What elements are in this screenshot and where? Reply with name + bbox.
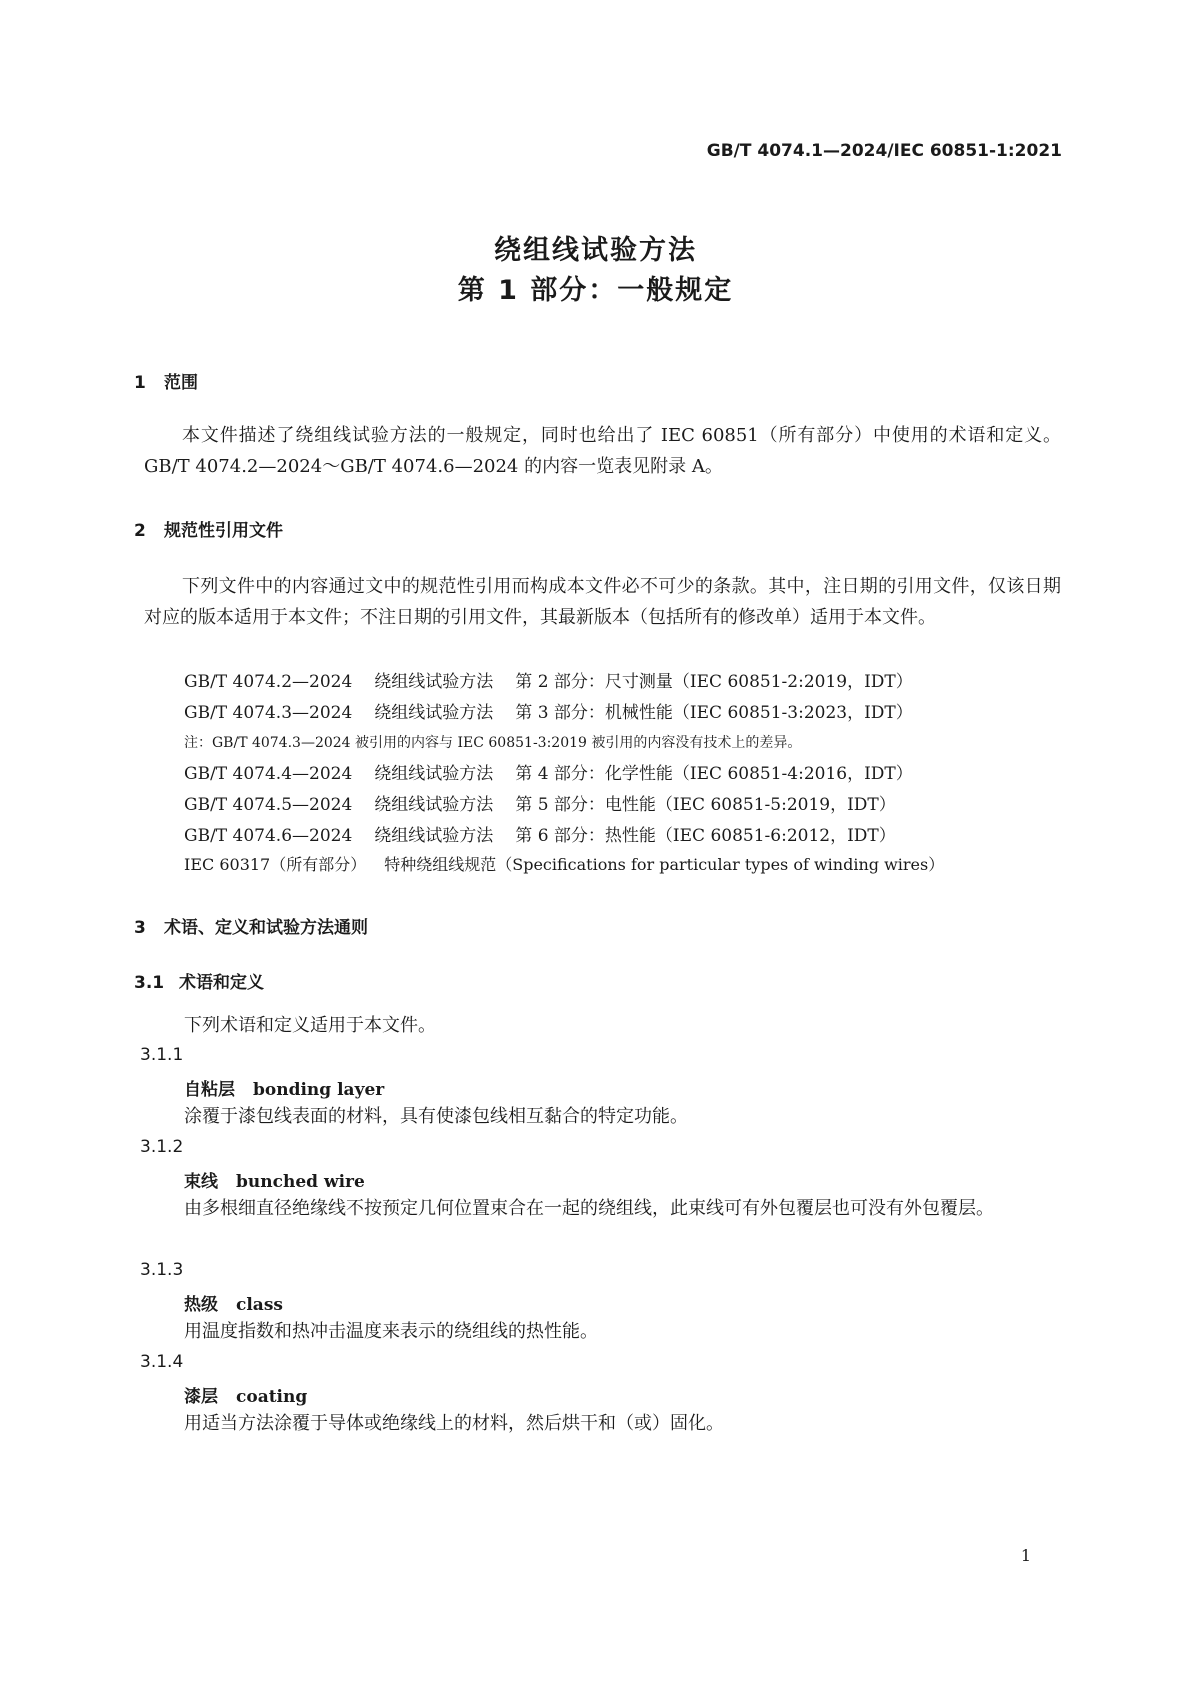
reference-item	[184, 667, 913, 692]
reference-note: 注：GB/T 4074.3—2024 被引用的内容与 IEC 60851-3:2019 被引用的内容没有技术上的差异。	[184, 735, 802, 751]
term-definition: 用适当方法涂覆于导体或绝缘线上的材料，然后烘干和（或）固化。	[184, 1413, 724, 1434]
term-definition: 涂覆于漆包线表面的材料，具有使漆包线相互黏合的特定功能。	[184, 1106, 688, 1127]
section-number: 3	[134, 918, 146, 938]
term-en: bonding layer	[253, 1080, 385, 1100]
subsection-number: 3.1	[134, 973, 165, 993]
standard-id: GB/T 4074.1—2024/IEC 60851-1:2021	[706, 141, 1062, 161]
section-title: 术语、定义和试验方法通则	[164, 918, 368, 938]
reference-title: 绕组线试验方法	[374, 764, 494, 784]
document-subtitle: 第 1 部分：一般规定	[457, 275, 734, 306]
term-number: 3.1.3	[140, 1260, 184, 1280]
term-number: 3.1.4	[140, 1352, 184, 1372]
term-definition: 由多根细直径绝缘线不按预定几何位置束合在一起的绕组线，此束线可有外包覆层也可没有外包覆层。	[184, 1198, 994, 1219]
reference-part: 第 5 部分：电性能（IEC 60851-5:2019，IDT）	[515, 795, 896, 815]
reference-code: GB/T 4074.5—2024	[184, 795, 353, 815]
subsection-3-1-heading	[134, 968, 264, 993]
term-zh: 束线	[184, 1172, 218, 1192]
term-title	[184, 1382, 307, 1407]
section-3-heading	[134, 913, 368, 938]
references-paragraph: 下列文件中的内容通过文中的规范性引用而构成本文件必不可少的条款。其中，注日期的引用文件，仅该日期对应的版本适用于本文件；不注日期的引用文件，其最新版本（包括所有的修改单）适用于本文件。	[144, 576, 1061, 628]
reference-part: 第 6 部分：热性能（IEC 60851-6:2012，IDT）	[515, 826, 896, 846]
subsection-title: 术语和定义	[179, 973, 264, 993]
scope-paragraph: 本文件描述了绕组线试验方法的一般规定，同时也给出了 IEC 60851（所有部分）中使用的术语和定义。GB/T 4074.2—2024～GB/T 4074.6—2024 的内容一览表见附录 A。	[144, 425, 1061, 477]
reference-title: 特种绕组线规范（Specifications for particular types of winding wires）	[384, 855, 945, 874]
page-number: 1	[1020, 1546, 1031, 1565]
reference-part: 第 4 部分：化学性能（IEC 60851-4:2016，IDT）	[515, 764, 913, 784]
section-number: 1	[134, 373, 146, 393]
reference-title: 绕组线试验方法	[374, 703, 494, 723]
reference-part: 第 3 部分：机械性能（IEC 60851-3:2023，IDT）	[515, 703, 913, 723]
document-title: 绕组线试验方法	[494, 235, 697, 266]
term-title	[184, 1075, 384, 1100]
section-number: 2	[134, 521, 146, 541]
term-title	[184, 1167, 365, 1192]
reference-item	[184, 852, 944, 875]
reference-title: 绕组线试验方法	[374, 826, 494, 846]
term-zh: 漆层	[184, 1387, 218, 1407]
reference-code: GB/T 4074.6—2024	[184, 826, 353, 846]
term-number: 3.1.1	[140, 1045, 184, 1065]
term-definition: 用温度指数和热冲击温度来表示的绕组线的热性能。	[184, 1321, 598, 1342]
reference-item	[184, 698, 913, 723]
term-zh: 热级	[184, 1295, 218, 1315]
term-number: 3.1.2	[140, 1137, 184, 1157]
section-2-heading	[134, 516, 283, 541]
section-title: 范围	[164, 373, 198, 393]
reference-title: 绕组线试验方法	[374, 672, 494, 692]
reference-code: IEC 60317（所有部分）	[184, 855, 367, 874]
term-en: class	[236, 1295, 283, 1315]
section-title: 规范性引用文件	[164, 521, 283, 541]
reference-title: 绕组线试验方法	[374, 795, 494, 815]
term-en: coating	[236, 1387, 308, 1407]
term-title	[184, 1290, 283, 1315]
reference-item	[184, 821, 896, 846]
terms-intro: 下列术语和定义适用于本文件。	[184, 1015, 436, 1036]
term-zh: 自粘层	[184, 1080, 235, 1100]
reference-item	[184, 790, 896, 815]
reference-code: GB/T 4074.4—2024	[184, 764, 353, 784]
reference-code: GB/T 4074.3—2024	[184, 703, 353, 723]
section-1-heading	[134, 368, 198, 393]
reference-code: GB/T 4074.2—2024	[184, 672, 353, 692]
reference-part: 第 2 部分：尺寸测量（IEC 60851-2:2019，IDT）	[515, 672, 913, 692]
term-en: bunched wire	[236, 1172, 365, 1192]
reference-item	[184, 759, 913, 784]
